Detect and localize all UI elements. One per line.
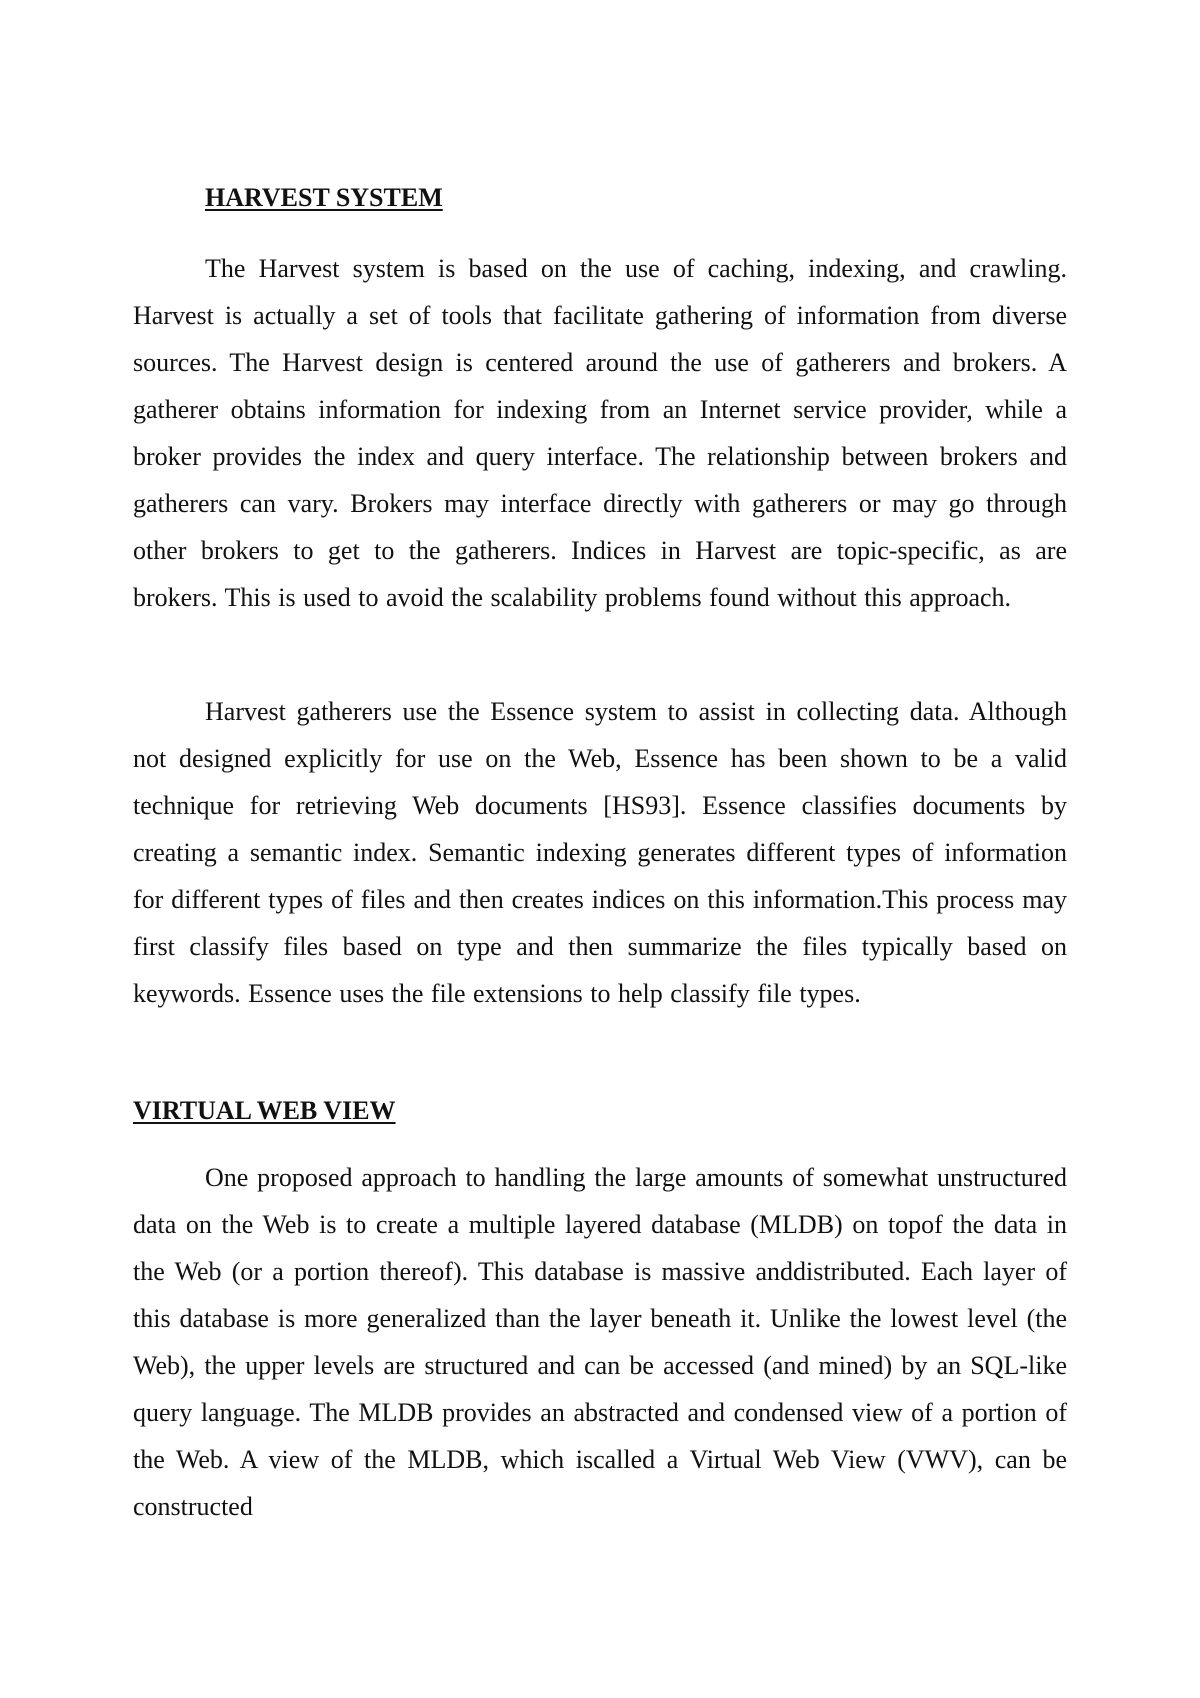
section-heading-virtual-web-view: VIRTUAL WEB VIEW [133, 1096, 396, 1125]
paragraph-harvest-overview: The Harvest system is based on the use of caching, indexing, and crawling. Harvest is actually a set of tools that facilitate gathering of information from diverse sources. The Harvest design is centered around the use of gatherers and brokers. A gatherer obtains information for indexing from an Internet service provider, while a broker provides the index and query interface. The relationship between brokers and gatherers can vary. Brokers may interface directly with gatherers or may go through other brokers to get to the gatherers. Indices in Harvest are topic-specific, as are brokers. This is used to avoid the scalability problems found without this approach. [133, 254, 1067, 612]
paragraph-essence-system: Harvest gatherers use the Essence system to assist in collecting data. Although not designed explicitly for use on the Web, Essence has been shown to be a valid technique for retrieving Web documents [HS93]. Essence classifies documents by creating a semantic index. Semantic indexing generates different types of information for different types of files and then creates indices on this information.This process may first classify files based on type and then summarize the files typically based on keywords. Essence uses the file extensions to help classify file types. [133, 697, 1067, 1008]
paragraph-mldb: One proposed approach to handling the large amounts of somewhat unstructured data on the Web is to create a multiple layered database (MLDB) on topof the data in the Web (or a portion thereof). This database is massive anddistributed. Each layer of this database is more generalized than the layer beneath it. Unlike the lowest level (the Web), the upper levels are structured and can be accessed (and mined) by an SQL-like query language. The MLDB provides an abstracted and condensed view of a portion of the Web. A view of the MLDB, which iscalled a Virtual Web View (VWV), can be constructed [133, 1163, 1067, 1521]
section-heading-harvest-system: HARVEST SYSTEM [205, 183, 443, 212]
